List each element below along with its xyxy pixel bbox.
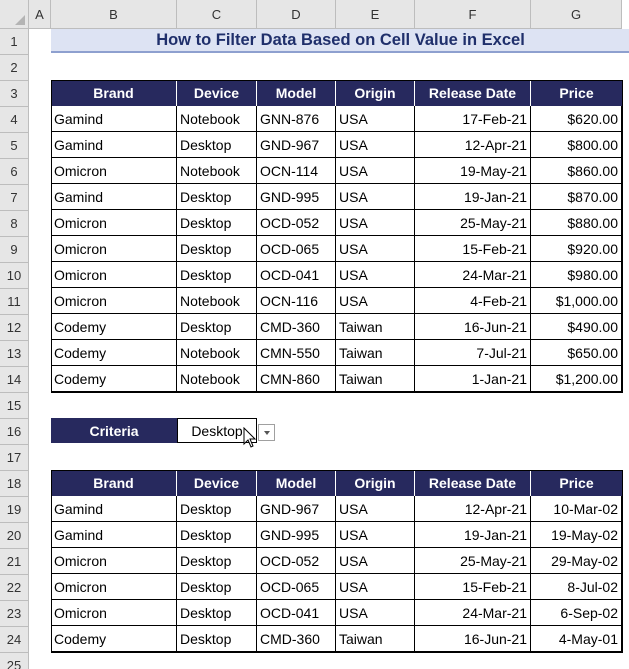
- source-table-cell[interactable]: Notebook: [177, 288, 257, 314]
- filtered-table-cell[interactable]: 10-Mar-02: [531, 496, 622, 522]
- filtered-table-header-cell[interactable]: Device: [177, 470, 257, 496]
- source-table-cell[interactable]: 4-Feb-21: [415, 288, 531, 314]
- source-table-header-cell[interactable]: Origin: [336, 80, 415, 106]
- filtered-table-cell[interactable]: Desktop: [177, 496, 257, 522]
- source-table-cell[interactable]: Omicron: [51, 236, 177, 262]
- filtered-table-cell[interactable]: GND-967: [257, 496, 336, 522]
- filtered-table-cell[interactable]: Taiwan: [336, 626, 415, 652]
- row-header-23[interactable]: 23: [0, 601, 29, 627]
- row-header-17[interactable]: 17: [0, 445, 29, 471]
- source-table-cell[interactable]: Desktop: [177, 132, 257, 158]
- filtered-table-cell[interactable]: Desktop: [177, 626, 257, 652]
- source-table-cell[interactable]: OCD-041: [257, 262, 336, 288]
- source-table-cell[interactable]: Omicron: [51, 262, 177, 288]
- source-table-cell[interactable]: GNN-876: [257, 106, 336, 132]
- filtered-table-cell[interactable]: Desktop: [177, 522, 257, 548]
- source-table-cell[interactable]: CMD-360: [257, 314, 336, 340]
- column-header-a[interactable]: A: [29, 0, 51, 29]
- source-table-cell[interactable]: Desktop: [177, 262, 257, 288]
- source-table-cell[interactable]: Codemy: [51, 340, 177, 366]
- source-table-cell[interactable]: $860.00: [531, 158, 622, 184]
- source-table-cell[interactable]: USA: [336, 288, 415, 314]
- source-table-cell[interactable]: 12-Apr-21: [415, 132, 531, 158]
- sheet-title: How to Filter Data Based on Cell Value in Excel: [51, 29, 629, 53]
- criteria-label: Criteria: [51, 418, 177, 443]
- row-header-8[interactable]: 8: [0, 211, 29, 237]
- row-header-13[interactable]: 13: [0, 341, 29, 367]
- filtered-table-cell[interactable]: OCD-041: [257, 600, 336, 626]
- source-table-cell[interactable]: Taiwan: [336, 314, 415, 340]
- filtered-table-cell[interactable]: 24-Mar-21: [415, 600, 531, 626]
- filtered-table-cell[interactable]: Desktop: [177, 548, 257, 574]
- source-table-cell[interactable]: USA: [336, 236, 415, 262]
- worksheet-grid: [29, 29, 629, 669]
- source-table-header-cell[interactable]: Release Date: [415, 80, 531, 106]
- row-header-25[interactable]: 25: [0, 653, 29, 669]
- column-header-c[interactable]: C: [177, 0, 257, 29]
- source-table-cell[interactable]: USA: [336, 210, 415, 236]
- source-table-cell[interactable]: 25-May-21: [415, 210, 531, 236]
- source-table-cell[interactable]: Taiwan: [336, 340, 415, 366]
- source-table-header-cell[interactable]: Model: [257, 80, 336, 106]
- filtered-table-cell[interactable]: 15-Feb-21: [415, 574, 531, 600]
- row-header-10[interactable]: 10: [0, 263, 29, 289]
- filtered-table-cell[interactable]: GND-995: [257, 522, 336, 548]
- row-header-11[interactable]: 11: [0, 289, 29, 315]
- source-table-cell[interactable]: 16-Jun-21: [415, 314, 531, 340]
- source-table-header-cell[interactable]: Price: [531, 80, 622, 106]
- filtered-table-header-cell[interactable]: Release Date: [415, 470, 531, 496]
- source-table-cell[interactable]: Gamind: [51, 106, 177, 132]
- filtered-table-cell[interactable]: Desktop: [177, 600, 257, 626]
- source-table-cell[interactable]: Notebook: [177, 158, 257, 184]
- criteria-dropdown[interactable]: Desktop: [177, 418, 257, 443]
- filtered-table-cell[interactable]: 12-Apr-21: [415, 496, 531, 522]
- source-table-cell[interactable]: 19-Jan-21: [415, 184, 531, 210]
- filtered-table-header-cell[interactable]: Model: [257, 470, 336, 496]
- chevron-down-icon[interactable]: [258, 424, 275, 441]
- source-table-cell[interactable]: Gamind: [51, 184, 177, 210]
- source-table-cell[interactable]: 7-Jul-21: [415, 340, 531, 366]
- source-table-cell[interactable]: Notebook: [177, 340, 257, 366]
- filtered-table-cell[interactable]: 29-May-02: [531, 548, 622, 574]
- source-table-cell[interactable]: $650.00: [531, 340, 622, 366]
- source-table-cell[interactable]: Omicron: [51, 158, 177, 184]
- filtered-table-cell[interactable]: CMD-360: [257, 626, 336, 652]
- filtered-table-header-cell[interactable]: Brand: [51, 470, 177, 496]
- source-table-cell[interactable]: USA: [336, 184, 415, 210]
- source-table-cell[interactable]: Notebook: [177, 366, 257, 392]
- source-table-cell[interactable]: OCN-116: [257, 288, 336, 314]
- row-header-4[interactable]: 4: [0, 107, 29, 133]
- filtered-table-cell[interactable]: 4-May-01: [531, 626, 622, 652]
- source-table-cell[interactable]: $880.00: [531, 210, 622, 236]
- filtered-table-cell[interactable]: 25-May-21: [415, 548, 531, 574]
- source-table-cell[interactable]: Taiwan: [336, 366, 415, 392]
- source-table-cell[interactable]: Desktop: [177, 184, 257, 210]
- row-header-19[interactable]: 19: [0, 497, 29, 523]
- source-table-cell[interactable]: 15-Feb-21: [415, 236, 531, 262]
- row-header-24[interactable]: 24: [0, 627, 29, 653]
- source-table-cell[interactable]: USA: [336, 262, 415, 288]
- row-header-3[interactable]: 3: [0, 81, 29, 107]
- source-table-header-cell[interactable]: Device: [177, 80, 257, 106]
- source-table-cell[interactable]: 1-Jan-21: [415, 366, 531, 392]
- row-header-5[interactable]: 5: [0, 133, 29, 159]
- mouse-pointer-icon: [243, 427, 257, 449]
- filtered-table-cell[interactable]: Desktop: [177, 574, 257, 600]
- row-header-7[interactable]: 7: [0, 185, 29, 211]
- row-header-20[interactable]: 20: [0, 523, 29, 549]
- source-table-cell[interactable]: $1,200.00: [531, 366, 622, 392]
- source-table-cell[interactable]: OCD-052: [257, 210, 336, 236]
- source-table-cell[interactable]: $1,000.00: [531, 288, 622, 314]
- source-table-cell[interactable]: OCD-065: [257, 236, 336, 262]
- filtered-table-cell[interactable]: USA: [336, 496, 415, 522]
- source-table-cell[interactable]: Desktop: [177, 210, 257, 236]
- row-header-2[interactable]: 2: [0, 55, 29, 81]
- row-header-15[interactable]: 15: [0, 393, 29, 419]
- source-table-cell[interactable]: $620.00: [531, 106, 622, 132]
- filtered-table-cell[interactable]: USA: [336, 574, 415, 600]
- filtered-table-cell[interactable]: Omicron: [51, 574, 177, 600]
- source-table-cell[interactable]: OCN-114: [257, 158, 336, 184]
- filtered-table-cell[interactable]: OCD-065: [257, 574, 336, 600]
- source-table-cell[interactable]: 24-Mar-21: [415, 262, 531, 288]
- filtered-table-header-cell[interactable]: Origin: [336, 470, 415, 496]
- filtered-table-header-cell[interactable]: Price: [531, 470, 622, 496]
- row-header-21[interactable]: 21: [0, 549, 29, 575]
- filtered-table-cell[interactable]: Gamind: [51, 522, 177, 548]
- filtered-table-cell[interactable]: 8-Jul-02: [531, 574, 622, 600]
- row-header-16[interactable]: 16: [0, 419, 29, 445]
- source-table-cell[interactable]: $920.00: [531, 236, 622, 262]
- row-header-18[interactable]: 18: [0, 471, 29, 497]
- row-header-9[interactable]: 9: [0, 237, 29, 263]
- select-all-corner[interactable]: [0, 0, 29, 29]
- source-table-cell[interactable]: Desktop: [177, 314, 257, 340]
- row-header-bar: [0, 0, 29, 669]
- source-table-cell[interactable]: 17-Feb-21: [415, 106, 531, 132]
- source-table-cell[interactable]: Codemy: [51, 314, 177, 340]
- filtered-table-cell[interactable]: USA: [336, 548, 415, 574]
- source-table-cell[interactable]: $490.00: [531, 314, 622, 340]
- filtered-table-cell[interactable]: 6-Sep-02: [531, 600, 622, 626]
- source-table-cell[interactable]: USA: [336, 132, 415, 158]
- filtered-table-cell[interactable]: Omicron: [51, 548, 177, 574]
- source-table-header-cell[interactable]: Brand: [51, 80, 177, 106]
- filtered-table-cell[interactable]: 19-May-02: [531, 522, 622, 548]
- row-header-6[interactable]: 6: [0, 159, 29, 185]
- source-table-cell[interactable]: $980.00: [531, 262, 622, 288]
- column-header-bar: [0, 0, 629, 29]
- column-header-e[interactable]: E: [336, 0, 415, 29]
- filtered-table-cell[interactable]: Gamind: [51, 496, 177, 522]
- filtered-table-cell[interactable]: OCD-052: [257, 548, 336, 574]
- row-header-14[interactable]: 14: [0, 367, 29, 393]
- source-table-cell[interactable]: USA: [336, 158, 415, 184]
- column-header-f[interactable]: F: [415, 0, 531, 29]
- source-table-cell[interactable]: $870.00: [531, 184, 622, 210]
- source-table-cell[interactable]: $800.00: [531, 132, 622, 158]
- column-header-b[interactable]: B: [51, 0, 177, 29]
- column-header-d[interactable]: D: [257, 0, 336, 29]
- filtered-table-cell[interactable]: USA: [336, 600, 415, 626]
- filtered-table-cell[interactable]: 19-Jan-21: [415, 522, 531, 548]
- source-table-cell[interactable]: USA: [336, 106, 415, 132]
- column-header-g[interactable]: G: [531, 0, 622, 29]
- filtered-table-cell[interactable]: 16-Jun-21: [415, 626, 531, 652]
- filtered-table-cell[interactable]: USA: [336, 522, 415, 548]
- source-table-cell[interactable]: Notebook: [177, 106, 257, 132]
- source-table-cell[interactable]: GND-967: [257, 132, 336, 158]
- source-table-cell[interactable]: Codemy: [51, 366, 177, 392]
- source-table-cell[interactable]: 19-May-21: [415, 158, 531, 184]
- filtered-table-cell[interactable]: Codemy: [51, 626, 177, 652]
- row-header-1[interactable]: 1: [0, 29, 29, 55]
- row-header-12[interactable]: 12: [0, 315, 29, 341]
- source-table-cell[interactable]: Omicron: [51, 288, 177, 314]
- source-table-cell[interactable]: CMN-860: [257, 366, 336, 392]
- source-table-cell[interactable]: Omicron: [51, 210, 177, 236]
- source-table-cell[interactable]: Gamind: [51, 132, 177, 158]
- source-table-cell[interactable]: GND-995: [257, 184, 336, 210]
- source-table-cell[interactable]: Desktop: [177, 236, 257, 262]
- filtered-table-cell[interactable]: Omicron: [51, 600, 177, 626]
- row-header-22[interactable]: 22: [0, 575, 29, 601]
- source-table-cell[interactable]: CMN-550: [257, 340, 336, 366]
